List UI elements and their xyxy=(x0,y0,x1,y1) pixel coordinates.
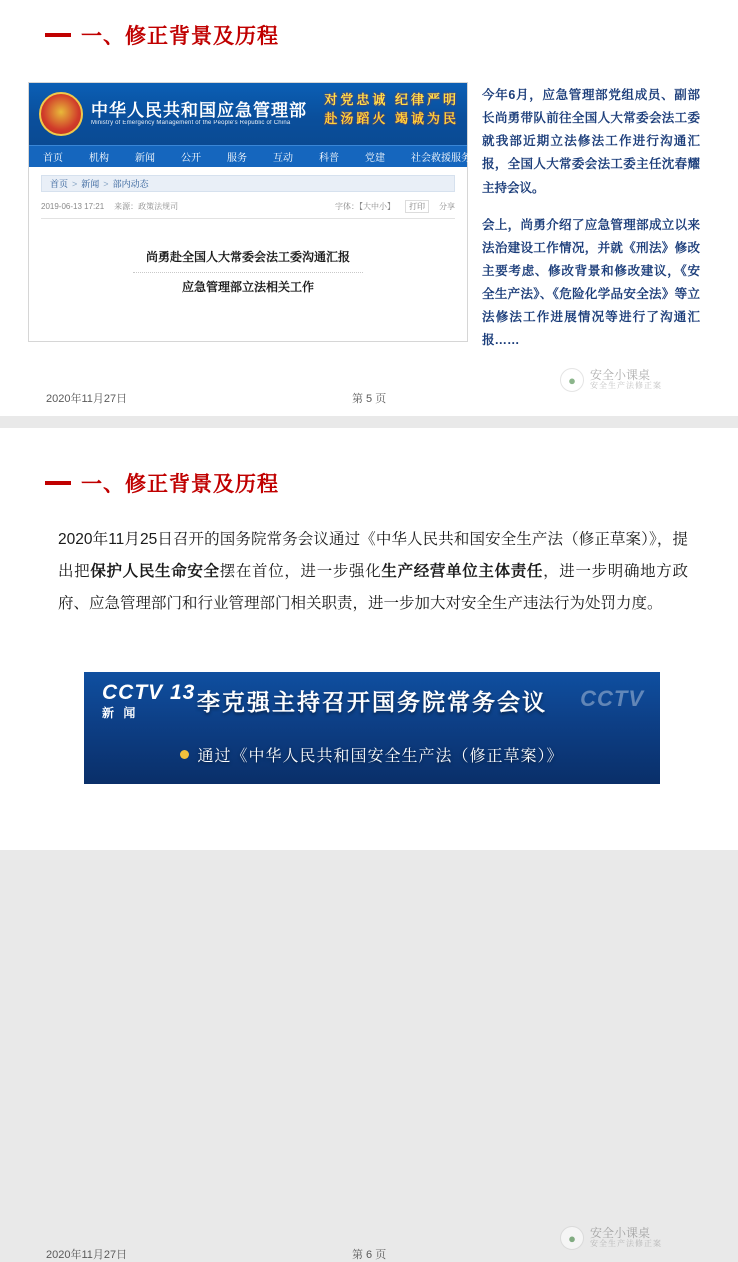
slide1-footer-page-number: 第 5 页 xyxy=(352,393,387,405)
cctv-channel-subtitle: 新 闻 xyxy=(102,706,139,720)
watermark-texts xyxy=(590,369,662,391)
print-button[interactable]: 打印 xyxy=(405,200,429,213)
slide1-paragraph-1: 今年6月，应急管理部党组成员、副部长尚勇带队前往全国人大常委会法工委就我部近期立法修法工作进行沟通汇报，全国人大常委会法工委主任沈春耀主持会议。 xyxy=(482,88,700,195)
article-meta-bar xyxy=(41,200,455,219)
nav-item-interaction[interactable]: 互动 xyxy=(273,153,293,164)
slide2-heading-text: 一、修正背景及历程 xyxy=(81,473,279,496)
nav-item-home[interactable]: 首页 xyxy=(43,153,63,164)
heading-accent-bar-2 xyxy=(45,481,71,485)
slide1-watermark xyxy=(560,368,662,392)
nav-item-service[interactable]: 服务 xyxy=(227,153,247,164)
slide-page-5 xyxy=(0,0,738,416)
font-size-selector[interactable]: 字体：【大中小】 xyxy=(335,202,395,211)
breadcrumb-item-internal[interactable]: 部内动态 xyxy=(112,179,149,189)
watermark-sub-text-2: 安全生产法修正案 xyxy=(590,1239,662,1249)
article-date: 2019-06-13 17:21 xyxy=(41,202,105,211)
watermark-logo-icon-2: ● xyxy=(560,1226,584,1250)
breadcrumb-item-news[interactable]: 新闻 xyxy=(81,179,100,189)
body-segment-1: 2020年11月25日召开的国务院常务会议通过《中华人民共和国安全生产法（修正草案）》，提出把 xyxy=(58,531,688,580)
breadcrumb[interactable] xyxy=(41,175,455,192)
article-title-line-2: 应急管理部立法相关工作 xyxy=(181,280,314,295)
nav-item-rescue[interactable]: 社会救援服务 xyxy=(411,153,471,164)
slide2-footer-page-number: 第 6 页 xyxy=(352,1249,387,1261)
article-source: 来源：政策法规司 xyxy=(114,202,179,211)
watermark-main-text: 安全小课桌 xyxy=(590,368,651,382)
heading-accent-bar xyxy=(45,33,71,37)
cctv-subline: 通过《中华人民共和国安全生产法（修正草案）》 xyxy=(197,748,564,765)
cctv-watermark-logo: CCTV xyxy=(580,686,644,711)
breadcrumb-item-home[interactable]: 首页 xyxy=(50,179,69,189)
slide-gap xyxy=(0,416,738,428)
watermark-texts-2 xyxy=(590,1227,662,1249)
watermark-logo-icon: ● xyxy=(560,368,584,392)
body-bold-1: 保护人民生命安全 xyxy=(90,562,220,580)
slide1-footer-date: 2020年11月27日 xyxy=(46,393,128,405)
nav-item-public[interactable]: 公开 xyxy=(181,153,201,164)
breadcrumb-separator-icon: > xyxy=(72,178,78,189)
nav-item-news[interactable]: 新闻 xyxy=(135,153,155,164)
bullet-dot-icon xyxy=(180,750,189,759)
article-title-line-1: 尚勇赴全国人大常委会法工委沟通汇报 xyxy=(145,250,350,264)
cctv-subline-row xyxy=(84,743,660,766)
website-banner xyxy=(29,83,467,145)
nav-item-party[interactable]: 党建 xyxy=(365,153,385,164)
slide2-heading xyxy=(45,468,279,498)
slide2-body-text xyxy=(58,524,688,619)
nav-item-org[interactable]: 机构 xyxy=(89,153,109,164)
website-screenshot xyxy=(28,82,471,342)
website-title-en: Ministry of Emergency Management of the People's Republic of China xyxy=(91,120,291,127)
national-emblem-icon xyxy=(39,92,83,136)
slide1-heading xyxy=(45,20,279,50)
nav-item-science[interactable]: 科普 xyxy=(319,153,339,164)
cctv-channel-name: CCTV 13 xyxy=(102,681,196,704)
article-meta-tools xyxy=(335,200,455,213)
share-button[interactable]: 分享 xyxy=(439,202,455,211)
cctv-headline: 李克强主持召开国务院常务会议 xyxy=(197,689,547,715)
body-segment-2: 摆在首位，进一步强化 xyxy=(219,562,382,580)
slogan-line-1: 对党忠诚 纪律严明 xyxy=(324,92,459,107)
slide1-paragraph-2: 会上，尚勇介绍了应急管理部成立以来法治建设工作情况，并就《刑法》修改主要考虑、修改背景和修改建议，《安全生产法》、《危险化学品安全法》等立法修法工作进展情况等进行了沟通汇报…… xyxy=(482,217,700,348)
slide-page-6 xyxy=(0,428,738,1261)
website-slogan xyxy=(324,91,459,129)
website-title-cn: 中华人民共和国应急管理部 xyxy=(91,100,307,120)
breadcrumb-separator-icon-2: > xyxy=(103,178,109,189)
watermark-sub-text: 安全生产法修正案 xyxy=(590,381,662,391)
body-bold-2: 生产经营单位主体责任 xyxy=(381,562,544,580)
slide2-watermark xyxy=(560,1226,662,1250)
slide1-heading-text: 一、修正背景及历程 xyxy=(81,25,279,48)
slide2-footer-date: 2020年11月27日 xyxy=(46,1249,128,1261)
website-nav[interactable] xyxy=(29,145,471,167)
body-segment-3: ，进一步明确地方政府、应急管理部门和行业管理部门相关职责，进一步加大对安全生产违法行为处罚力度。 xyxy=(58,562,688,612)
watermark-main-text-2: 安全小课桌 xyxy=(590,1226,651,1240)
website-title-block xyxy=(91,101,307,127)
slogan-line-2: 赴汤蹈火 竭诚为民 xyxy=(324,110,459,126)
slide1-right-column xyxy=(482,84,700,366)
cctv-news-screenshot xyxy=(84,672,660,784)
article-title-divider xyxy=(133,272,363,273)
